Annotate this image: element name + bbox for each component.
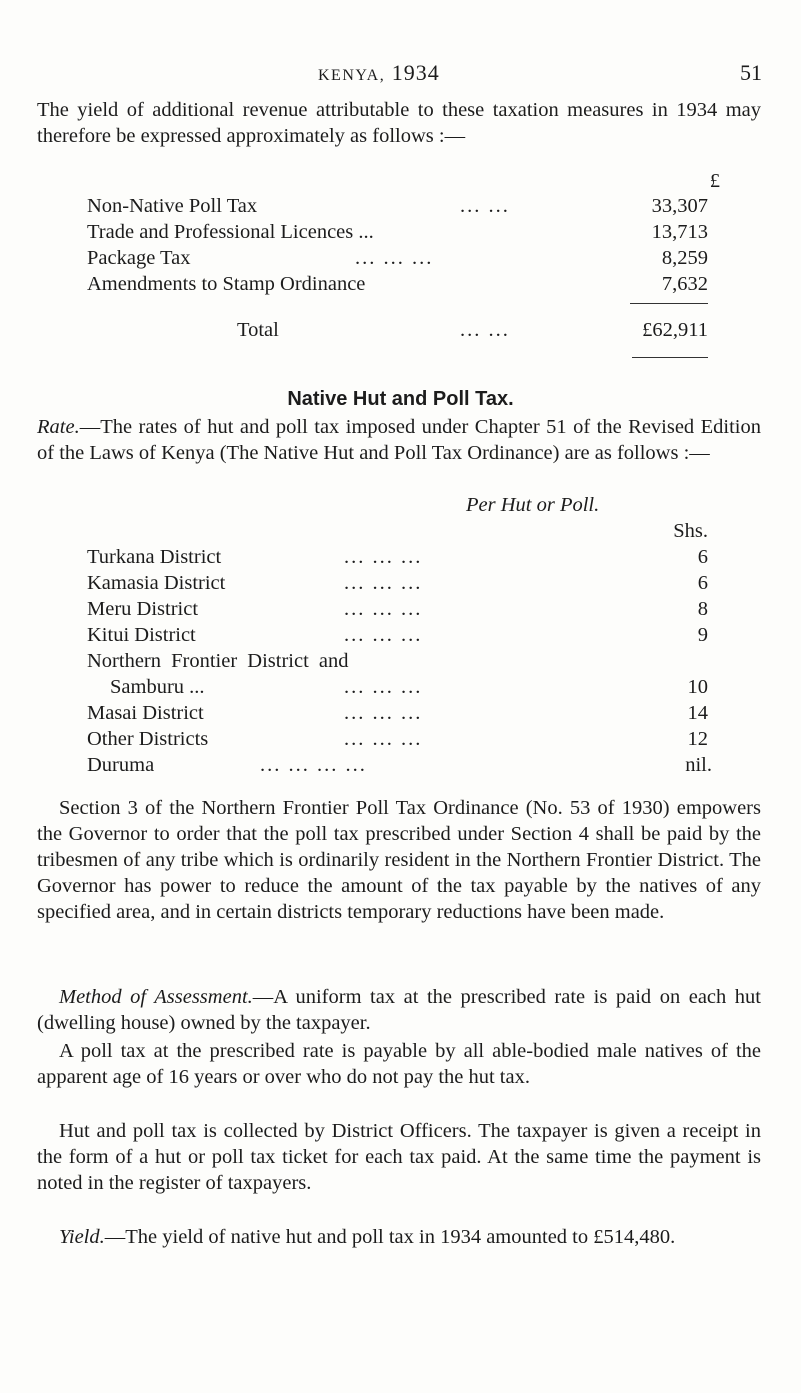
method-paragraph bbox=[37, 984, 761, 1036]
district-name: Meru District bbox=[87, 598, 199, 620]
running-title-year: 1934 bbox=[391, 60, 440, 85]
district-rate: 8 bbox=[697, 598, 708, 620]
district-name: Samburu ... bbox=[110, 676, 205, 698]
leader-dots: ... ... ... bbox=[344, 728, 423, 750]
leader-dots: ... ... ... bbox=[344, 572, 423, 594]
leader-dots: ... ... bbox=[460, 195, 510, 217]
district-name: Kitui District bbox=[87, 624, 196, 646]
revenue-label: Amendments to Stamp Ordinance bbox=[87, 273, 366, 295]
district-name: Turkana District bbox=[87, 546, 222, 568]
rates-header-text: Per Hut or Poll. bbox=[466, 494, 600, 516]
method-text: —A uniform tax at the prescribed rate is paid on each hut (dwelling house) owned by the taxpayer. bbox=[37, 986, 762, 1034]
district-name: Other Districts bbox=[87, 728, 209, 750]
collection-paragraph: Hut and poll tax is collected by District Officers. The taxpayer is given a receipt in the form of a hut or poll tax ticket for each tax paid. At the same time the payment is noted in the register of taxpayers. bbox=[37, 1120, 761, 1194]
leader-dots: ... ... bbox=[460, 319, 510, 341]
intro-paragraph: The yield of additional revenue attributable to these taxation measures in 1934 may therefore be expressed approximately as follows :— bbox=[37, 99, 761, 147]
leader-dots: ... ... ... bbox=[344, 702, 423, 724]
yield-text: —The yield of native hut and poll tax in 1934 amounted to £514,480. bbox=[104, 1226, 676, 1248]
section3-paragraph: Section 3 of the Northern Frontier Poll Tax Ordinance (No. 53 of 1930) empowers the Governor to order that the poll tax prescribed under Section 4 shall be paid by the tribesmen of any tribe which is ordinarily resident in the Northern Frontier District. The Governor has power to reduce the amount of the tax payable by the natives of any specified area, and in certain districts temporary reductions have been made. bbox=[37, 797, 761, 923]
method-label: Method of Assessment. bbox=[59, 986, 253, 1008]
district-name: Masai District bbox=[87, 702, 204, 724]
section-heading: Native Hut and Poll Tax. bbox=[287, 388, 514, 410]
revenue-label: Non-Native Poll Tax bbox=[87, 195, 258, 217]
leader-dots: ... ... ... bbox=[344, 598, 423, 620]
leader-dots: ... ... ... bbox=[344, 546, 423, 568]
rate-label: Rate. bbox=[37, 416, 80, 438]
poll-tax-paragraph: A poll tax at the prescribed rate is payable by all able-bodied male natives of the apparent age of 16 years or over who do not pay the hut tax. bbox=[37, 1040, 761, 1088]
rate-paragraph bbox=[37, 414, 761, 466]
total-rule bbox=[632, 357, 708, 358]
leader-dots: ... ... ... ... bbox=[260, 754, 367, 776]
revenue-label: Trade and Professional Licences ... bbox=[87, 221, 374, 243]
district-rate: 14 bbox=[687, 702, 708, 724]
total-label: Total bbox=[237, 319, 279, 341]
district-name: Northern Frontier District and bbox=[87, 650, 349, 672]
leader-dots: ... ... ... bbox=[344, 624, 423, 646]
subtotal-rule bbox=[630, 303, 708, 304]
rate-text: —The rates of hut and poll tax imposed under Chapter 51 of the Revised Edition of the Laws of Kenya (The Native Hut and Poll Tax Ordinance) are as follows :— bbox=[37, 416, 761, 464]
rates-unit: Shs. bbox=[673, 520, 708, 542]
running-title-country: KENYA, bbox=[318, 67, 386, 84]
district-rate: 12 bbox=[687, 728, 708, 750]
revenue-value: 13,713 bbox=[651, 221, 708, 243]
leader-dots: ... ... ... bbox=[344, 676, 423, 698]
running-title bbox=[318, 60, 440, 86]
revenue-value: 8,259 bbox=[661, 247, 708, 269]
total-value: £62,911 bbox=[642, 319, 708, 341]
revenue-label: Package Tax bbox=[87, 247, 191, 269]
revenue-value: 7,632 bbox=[661, 273, 708, 295]
rates-header bbox=[466, 494, 599, 517]
district-rate: 9 bbox=[697, 624, 708, 646]
district-rate: nil. bbox=[685, 754, 712, 776]
currency-header: £ bbox=[709, 170, 720, 192]
district-rate: 6 bbox=[697, 546, 708, 568]
district-rate: 6 bbox=[697, 572, 708, 594]
yield-paragraph bbox=[37, 1224, 761, 1250]
district-name: Duruma bbox=[87, 754, 155, 776]
revenue-value: 33,307 bbox=[651, 195, 708, 217]
district-name: Kamasia District bbox=[87, 572, 226, 594]
page-number: 51 bbox=[740, 60, 762, 85]
district-rate: 10 bbox=[687, 676, 708, 698]
yield-label: Yield. bbox=[59, 1226, 105, 1248]
page-header bbox=[0, 60, 801, 90]
leader-dots: ... ... ... bbox=[355, 247, 434, 269]
